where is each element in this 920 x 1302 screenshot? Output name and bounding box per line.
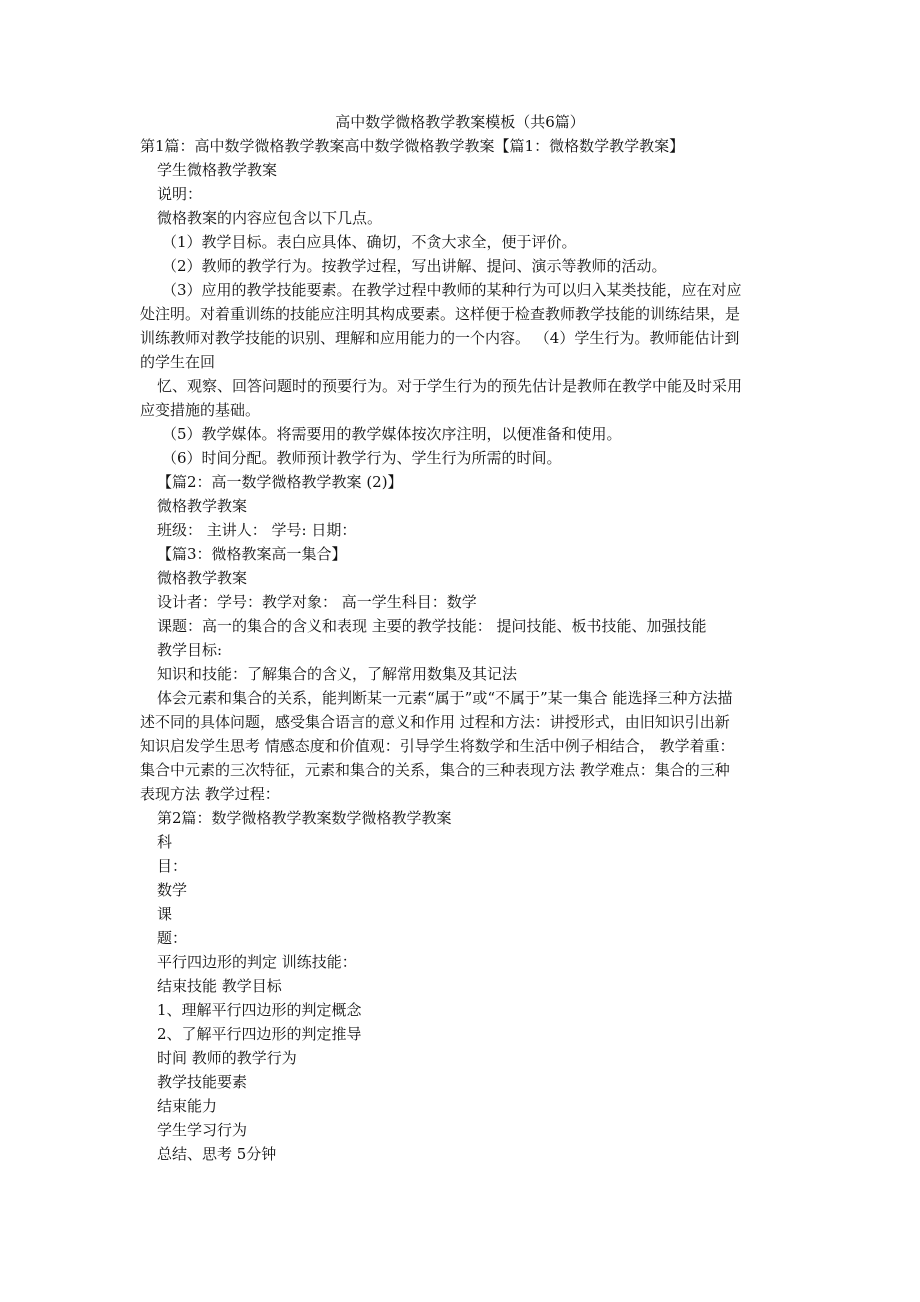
paragraph: 总结、思考 5分钟 — [157, 1145, 277, 1163]
paragraph: 处注明。对着重训练的技能应注明其构成要素。这样便于检查教师教学技能的训练结果，是 — [140, 305, 741, 323]
paragraph: 结束技能 教学目标 — [157, 977, 282, 995]
section-heading-1: 第1篇：高中数学微格教学教案高中数学微格教学教案【篇1：微格数学教学教案】 — [140, 137, 685, 155]
paragraph: 设计者：学号：教学对象： 高一学生科目：数学 — [157, 593, 477, 611]
paragraph: 学生学习行为 — [157, 1121, 248, 1139]
paragraph: 微格教学教案 — [157, 497, 248, 515]
list-item: 1、理解平行四边形的判定概念 — [157, 1001, 362, 1019]
paragraph: 班级： 主讲人： 学号: 日期： — [157, 521, 357, 539]
paragraph: 说明： — [157, 185, 203, 203]
paragraph: 平行四边形的判定 训练技能： — [157, 953, 357, 971]
paragraph: 训练教师对教学技能的识别、理解和应用能力的一个内容。 （4）学生行为。教师能估计到 — [140, 329, 740, 347]
list-item: 2、了解平行四边形的判定推导 — [157, 1025, 362, 1043]
paragraph: 应变措施的基础。 — [140, 401, 261, 419]
paragraph: 题： — [157, 929, 188, 947]
paragraph: 教学技能要素 — [157, 1073, 248, 1091]
paragraph: 学生微格教学教案 — [157, 161, 278, 179]
paragraph: 微格教案的内容应包含以下几点。 — [157, 209, 383, 227]
sub-heading: 【篇3：微格教案高一集合】 — [157, 545, 347, 563]
list-item: （5）教学媒体。将需要用的教学媒体按次序注明，以便准备和使用。 — [162, 425, 622, 443]
paragraph: 表现方法 教学过程： — [140, 785, 280, 803]
paragraph: 结束能力 — [157, 1097, 218, 1115]
list-item: （2）教师的教学行为。按教学过程，写出讲解、提问、演示等教师的活动。 — [162, 257, 667, 275]
list-item: （3）应用的教学技能要素。在教学过程中教师的某种行为可以归入某类技能，应在对应 — [162, 281, 742, 299]
paragraph: 课 — [157, 905, 173, 923]
sub-heading: 【篇2：高一数学微格教学教案 (2)】 — [157, 473, 403, 491]
paragraph: 述不同的具体问题，感受集合语言的意义和作用 过程和方法：讲授形式，由旧知识引出新 — [140, 713, 730, 731]
list-item: （6）时间分配。教师预计教学行为、学生行为所需的时间。 — [162, 449, 562, 467]
document-body — [140, 134, 785, 1166]
paragraph: 科 — [157, 833, 173, 851]
paragraph: 时间 教师的教学行为 — [157, 1049, 297, 1067]
list-item: （1）教学目标。表白应具体、确切，不贪大求全，便于评价。 — [162, 233, 577, 251]
paragraph: 目： — [157, 857, 188, 875]
paragraph: 体会元素和集合的关系，能判断某一元素“属于”或“不属于”某一集合 能选择三种方法描 — [157, 689, 733, 707]
paragraph: 集合中元素的三次特征，元素和集合的关系，集合的三种表现方法 教学难点：集合的三种 — [140, 761, 730, 779]
paragraph: 课题：高一的集合的含义和表现 主要的教学技能： 提问技能、板书技能、加强技能 — [157, 617, 707, 635]
paragraph: 知识和技能：了解集合的含义，了解常用数集及其记法 — [157, 665, 518, 683]
paragraph: 数学 — [157, 881, 188, 899]
paragraph: 忆、观察、回答问题时的预要行为。对于学生行为的预先估计是教师在教学中能及时采用 — [157, 377, 743, 395]
paragraph: 教学目标: — [157, 641, 223, 659]
paragraph: 的学生在回 — [140, 353, 216, 371]
paragraph: 知识启发学生思考 情感态度和价值观：引导学生将数学和生活中例子相结合， 教学着重： — [140, 737, 735, 755]
section-heading-2: 第2篇：数学微格教学教案数学微格教学教案 — [157, 809, 452, 827]
document-title: 高中数学微格教学教案模板（共6篇） — [335, 113, 585, 131]
paragraph: 微格教学教案 — [157, 569, 248, 587]
